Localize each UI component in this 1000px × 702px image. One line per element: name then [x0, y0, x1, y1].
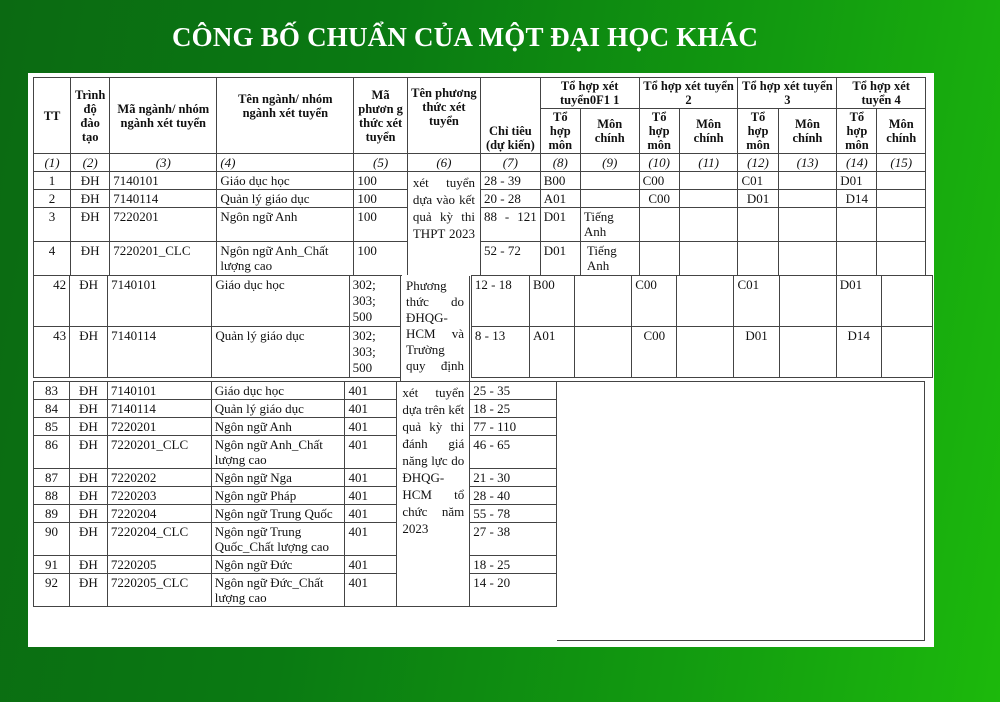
cell-main1 — [580, 190, 639, 208]
col-index: (6) — [407, 154, 480, 172]
cell-main4 — [877, 172, 926, 190]
cell-name: Giáo dục học — [212, 276, 349, 327]
cell-combo1: D01 — [540, 208, 580, 242]
header-combo-1: Tổ hợp xét tuyển0F1 1 — [540, 78, 639, 109]
cell-code: 7220201_CLC — [110, 242, 217, 276]
cell-code: 7220201 — [110, 208, 217, 242]
cell-level: ĐH — [69, 556, 107, 574]
cell-level: ĐH — [69, 382, 107, 400]
header-combo-3-main: Môn chính — [778, 109, 837, 154]
cell-quota: 14 - 20 — [470, 574, 557, 607]
cell-quota: 28 - 40 — [470, 487, 557, 505]
header-combo-3-subjects: Tổ hợp môn — [738, 109, 778, 154]
cell-name: Giáo dục học — [211, 382, 345, 400]
cell-tt: 2 — [34, 190, 71, 208]
col-index: (15) — [877, 154, 926, 172]
cell-main2 — [679, 242, 738, 276]
cell-code: 7220204 — [107, 505, 211, 523]
cell-tt: 43 — [34, 327, 70, 378]
cell-tt: 92 — [34, 574, 70, 607]
cell-method: 100 — [354, 242, 408, 276]
cell-method: 100 — [354, 208, 408, 242]
cell-method: 302; 303; 500 — [349, 327, 401, 378]
cell-quota: 77 - 110 — [470, 418, 557, 436]
header-major-code: Mã ngành/ nhóm ngành xét tuyển — [110, 78, 217, 154]
cell-combo1: A01 — [530, 327, 575, 378]
cell-main3 — [779, 327, 836, 378]
cell-combo2: C00 — [639, 190, 679, 208]
cell-method: 401 — [345, 487, 397, 505]
cell-name: Giáo dục học — [217, 172, 354, 190]
cell-method: 100 — [354, 172, 408, 190]
cell-level: ĐH — [71, 242, 110, 276]
cell-method: 302; 303; 500 — [349, 276, 401, 327]
cell-combo4: D01 — [837, 172, 877, 190]
cell-combo3: D01 — [738, 190, 778, 208]
header-method-name: Tên phương thức xét tuyển — [407, 78, 480, 154]
cell-combo2 — [639, 242, 679, 276]
cell-name: Ngôn ngữ Trung Quốc_Chất lượng cao — [211, 523, 345, 556]
cell-combo2: C00 — [632, 276, 677, 327]
cell-name: Quản lý giáo dục — [212, 327, 349, 378]
cell-tt: 91 — [34, 556, 70, 574]
cell-code: 7220201_CLC — [107, 436, 211, 469]
col-index: (2) — [71, 154, 110, 172]
cell-code: 7140114 — [107, 400, 211, 418]
cell-level: ĐH — [69, 436, 107, 469]
cell-main4 — [877, 208, 926, 242]
header-level: Trình độ đào tạo — [71, 78, 110, 154]
admission-table-section-2 — [33, 275, 933, 378]
cell-method: 100 — [354, 190, 408, 208]
cell-method: 401 — [345, 505, 397, 523]
cell-combo2 — [639, 208, 679, 242]
col-index: (5) — [354, 154, 408, 172]
table-row — [34, 523, 557, 556]
cell-combo4: D14 — [836, 327, 881, 378]
cell-tt: 85 — [34, 418, 70, 436]
cell-combo1: B00 — [530, 276, 575, 327]
cell-combo3 — [738, 242, 778, 276]
col-index: (12) — [738, 154, 778, 172]
cell-main2 — [679, 172, 738, 190]
table-row — [34, 382, 557, 400]
cell-name: Quản lý giáo dục — [211, 400, 345, 418]
cell-tt: 3 — [34, 208, 71, 242]
cell-quota: 52 - 72 — [480, 242, 540, 276]
header-row-1 — [34, 78, 926, 109]
cell-quota: 55 - 78 — [470, 505, 557, 523]
cell-combo3: C01 — [738, 172, 778, 190]
cell-tt: 84 — [34, 400, 70, 418]
cell-name: Ngôn ngữ Anh_Chất lượng cao — [211, 436, 345, 469]
cell-main2 — [679, 208, 738, 242]
cell-tt: 83 — [34, 382, 70, 400]
cell-level: ĐH — [69, 574, 107, 607]
header-combo-2-main: Môn chính — [679, 109, 738, 154]
cell-tt: 89 — [34, 505, 70, 523]
cell-main4 — [877, 190, 926, 208]
cell-method-name: xét tuyển dựa trên kết quả kỳ thi đánh giá năng lực do ĐHQG-HCM tổ chức năm 2023 — [397, 382, 470, 607]
cell-name: Quản lý giáo dục — [217, 190, 354, 208]
cell-quota: 20 - 28 — [480, 190, 540, 208]
header-tt: TT — [34, 78, 71, 154]
cell-combo1: D01 — [540, 242, 580, 276]
header-quota: Chỉ tiêu (dự kiến) — [480, 78, 540, 154]
table-row — [34, 556, 557, 574]
table-row — [34, 418, 557, 436]
col-index: (10) — [639, 154, 679, 172]
cell-tt: 86 — [34, 436, 70, 469]
cell-main2 — [677, 276, 734, 327]
col-index: (14) — [837, 154, 877, 172]
column-index-row — [34, 154, 926, 172]
cell-combo4: D01 — [836, 276, 881, 327]
cell-name: Ngôn ngữ Anh_Chất lượng cao — [217, 242, 354, 276]
admission-table-section-1 — [33, 77, 926, 276]
cell-main2 — [679, 190, 738, 208]
cell-combo3: D01 — [734, 327, 779, 378]
cell-code: 7220203 — [107, 487, 211, 505]
cell-level: ĐH — [70, 276, 108, 327]
method-name-section-2: Phương thức do ĐHQG-HCM và Trường quy định — [400, 276, 470, 382]
cell-main3 — [778, 172, 837, 190]
cell-main1 — [575, 327, 632, 378]
col-index: (7) — [480, 154, 540, 172]
cell-main1 — [575, 276, 632, 327]
col-index: (11) — [679, 154, 738, 172]
cell-level: ĐH — [71, 208, 110, 242]
header-combo-4-subjects: Tổ hợp môn — [837, 109, 877, 154]
cell-method-name: xét tuyển dựa vào kết quả kỳ thi THPT 2023 — [407, 172, 480, 276]
cell-combo4 — [837, 208, 877, 242]
cell-method: 401 — [345, 469, 397, 487]
cell-main3 — [778, 190, 837, 208]
cell-level: ĐH — [69, 523, 107, 556]
table-row — [34, 574, 557, 607]
col-index: (13) — [778, 154, 837, 172]
cell-level: ĐH — [69, 400, 107, 418]
cell-combo1: B00 — [540, 172, 580, 190]
cell-tt: 88 — [34, 487, 70, 505]
admission-table-section-3 — [33, 381, 557, 607]
cell-quota: 28 - 39 — [480, 172, 540, 190]
cell-main4 — [881, 327, 932, 378]
cell-combo1: A01 — [540, 190, 580, 208]
cell-code: 7220205_CLC — [107, 574, 211, 607]
cell-name: Ngôn ngữ Nga — [211, 469, 345, 487]
cell-name: Ngôn ngữ Đức_Chất lượng cao — [211, 574, 345, 607]
cell-combo4: D14 — [837, 190, 877, 208]
cell-combo2: C00 — [632, 327, 677, 378]
col-index: (8) — [540, 154, 580, 172]
cell-level: ĐH — [71, 172, 110, 190]
cell-code: 7140101 — [110, 172, 217, 190]
cell-combo3 — [738, 208, 778, 242]
cell-tt: 90 — [34, 523, 70, 556]
cell-code: 7140114 — [108, 327, 212, 378]
cell-tt: 42 — [34, 276, 70, 327]
cell-name: Ngôn ngữ Trung Quốc — [211, 505, 345, 523]
cell-name: Ngôn ngữ Anh — [217, 208, 354, 242]
cell-quota: 18 - 25 — [470, 556, 557, 574]
cell-name: Ngôn ngữ Đức — [211, 556, 345, 574]
table-row — [34, 208, 926, 242]
cell-level: ĐH — [71, 190, 110, 208]
cell-quota: 46 - 65 — [470, 436, 557, 469]
cell-main1: Tiếng Anh — [580, 208, 639, 242]
header-combo-1-main: Môn chính — [580, 109, 639, 154]
cell-quota: 18 - 25 — [470, 400, 557, 418]
col-index: (1) — [34, 154, 71, 172]
col-index: (3) — [110, 154, 217, 172]
cell-code: 7140114 — [110, 190, 217, 208]
cell-tt: 4 — [34, 242, 71, 276]
cell-method: 401 — [345, 574, 397, 607]
cell-main3 — [778, 208, 837, 242]
table-row — [34, 487, 557, 505]
cell-combo4 — [837, 242, 877, 276]
cell-level: ĐH — [69, 418, 107, 436]
cell-method: 401 — [345, 418, 397, 436]
cell-main4 — [881, 276, 932, 327]
header-combo-1-subjects: Tổ hợp môn — [540, 109, 580, 154]
cell-name: Ngôn ngữ Anh — [211, 418, 345, 436]
table-row — [34, 276, 933, 327]
cell-main3 — [778, 242, 837, 276]
blank-area — [557, 381, 925, 641]
cell-combo3: C01 — [734, 276, 779, 327]
cell-method: 401 — [345, 556, 397, 574]
cell-quota: 25 - 35 — [470, 382, 557, 400]
cell-code: 7140101 — [108, 276, 212, 327]
header-combo-3: Tổ hợp xét tuyển 3 — [738, 78, 837, 109]
cell-name: Ngôn ngữ Pháp — [211, 487, 345, 505]
cell-main3 — [779, 276, 836, 327]
cell-code: 7220205 — [107, 556, 211, 574]
cell-quota: 21 - 30 — [470, 469, 557, 487]
cell-main2 — [677, 327, 734, 378]
cell-method: 401 — [345, 382, 397, 400]
header-combo-2: Tổ hợp xét tuyển 2 — [639, 78, 738, 109]
cell-tt: 1 — [34, 172, 71, 190]
cell-quota: 27 - 38 — [470, 523, 557, 556]
cell-main1 — [580, 172, 639, 190]
page-title: CÔNG BỐ CHUẨN CỦA MỘT ĐẠI HỌC KHÁC — [171, 22, 759, 52]
cell-quota: 88 - 121 — [480, 208, 540, 242]
table-row — [34, 190, 926, 208]
cell-level: ĐH — [69, 487, 107, 505]
cell-quota: 8 - 13 — [471, 327, 529, 378]
cell-method: 401 — [345, 400, 397, 418]
cell-code: 7220202 — [107, 469, 211, 487]
header-method-code: Mã phươn g thức xét tuyển — [354, 78, 408, 154]
cell-code: 7140101 — [107, 382, 211, 400]
cell-method: 401 — [345, 523, 397, 556]
cell-code: 7220204_CLC — [107, 523, 211, 556]
col-index: (4) — [217, 154, 354, 172]
table-row — [34, 505, 557, 523]
table-row — [34, 469, 557, 487]
cell-main1: Tiếng Anh — [580, 242, 639, 276]
header-combo-2-subjects: Tổ hợp môn — [639, 109, 679, 154]
cell-code: 7220201 — [107, 418, 211, 436]
cell-method: 401 — [345, 436, 397, 469]
table-row — [34, 242, 926, 276]
cell-tt: 87 — [34, 469, 70, 487]
col-index: (9) — [580, 154, 639, 172]
table-row — [34, 436, 557, 469]
header-combo-4-main: Môn chính — [877, 109, 926, 154]
header-major-name: Tên ngành/ nhóm ngành xét tuyển — [217, 78, 354, 154]
header-combo-4: Tổ hợp xét tuyển 4 — [837, 78, 926, 109]
table-row — [34, 172, 926, 190]
cell-level: ĐH — [70, 327, 108, 378]
cell-quota: 12 - 18 — [471, 276, 529, 327]
cell-level: ĐH — [69, 505, 107, 523]
cell-combo2: C00 — [639, 172, 679, 190]
table-row — [34, 327, 933, 378]
cell-main4 — [877, 242, 926, 276]
table-row — [34, 400, 557, 418]
cell-level: ĐH — [69, 469, 107, 487]
